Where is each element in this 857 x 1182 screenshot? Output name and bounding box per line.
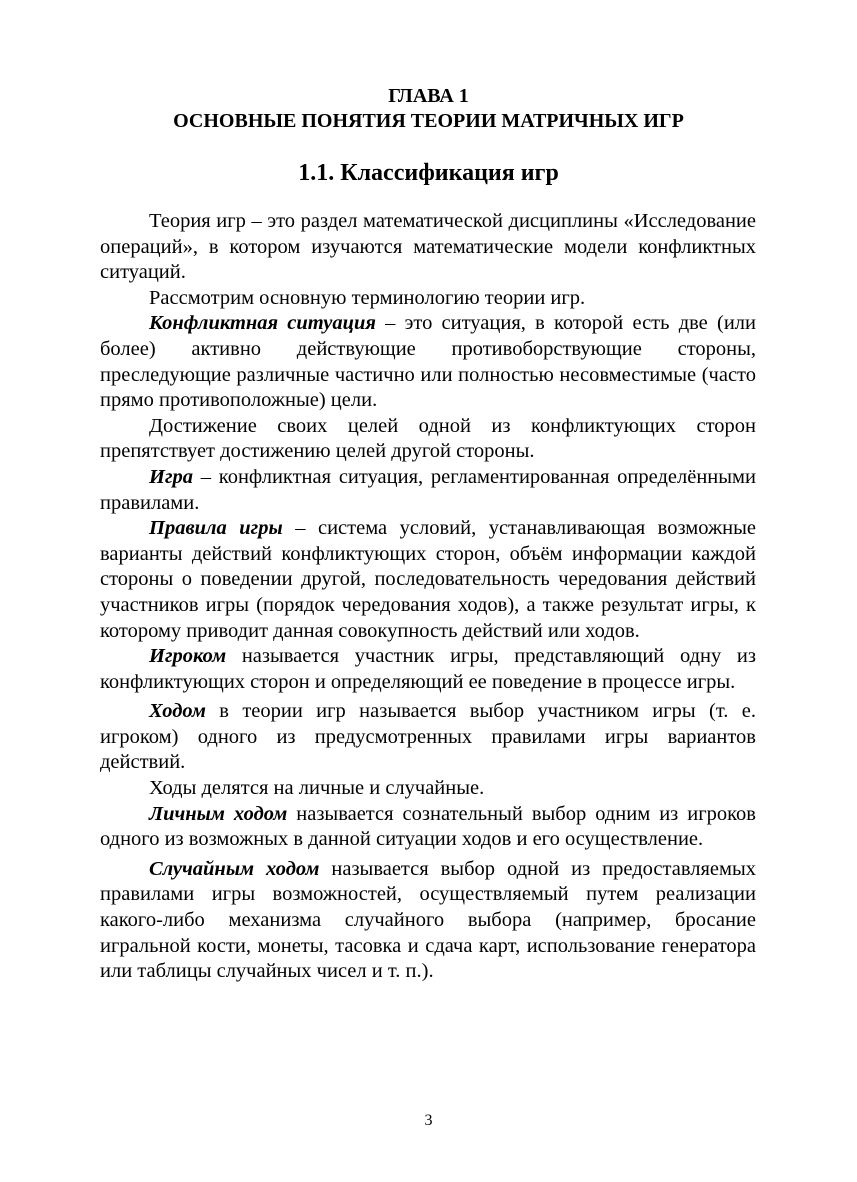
paragraph-text: – конфликтная ситуация, регламентированная определёнными правилами. <box>100 465 756 514</box>
paragraph <box>100 414 756 465</box>
paragraph <box>100 465 756 516</box>
chapter-number: ГЛАВА 1 <box>388 85 469 107</box>
paragraph <box>100 699 756 776</box>
paragraph <box>100 516 756 644</box>
paragraph <box>100 857 756 985</box>
paragraph-text: – это ситуация, в которой есть две (или более) активно действующие противоборствующие стороны, преследующие различные частично или полностью несовместимые (часто прямо противоположные) цели. <box>100 312 756 412</box>
section-title: 1.1. Классификация игр <box>298 160 559 186</box>
term: Случайным ходом <box>149 857 320 880</box>
paragraph <box>100 286 756 312</box>
paragraph <box>100 802 756 853</box>
paragraph <box>100 209 756 286</box>
paragraph-text: называется сознательный выбор одним из игроков одного из возможных в данной ситуации ходов и его осуществление. <box>100 802 756 851</box>
paragraph-text: Достижение своих целей одной из конфликтующих сторон препятствует достижению целей другой стороны. <box>100 414 756 463</box>
term: Ходом <box>149 700 206 723</box>
chapter-title: ОСНОВНЫЕ ПОНЯТИЯ ТЕОРИИ МАТРИЧНЫХ ИГР <box>173 110 684 132</box>
term: Правила игры <box>149 517 283 540</box>
paragraph-text: Теория игр – это раздел математической дисциплины «Исследование операций», в котором изучаются математические модели конфликтных ситуаций. <box>100 210 756 284</box>
page-number: 3 <box>424 1112 433 1129</box>
paragraph <box>100 644 756 695</box>
paragraph <box>100 776 756 802</box>
paragraph-text: называется выбор одной из предоставляемых правилами игры возможностей, осуществляемый путем реализации какого-либо механизма случайного выбора (например, бросание игральной кости, монеты, тасовка и сдача карт, использование генератора или таблицы случайных чисел и т. п.). <box>100 857 756 983</box>
paragraph-text: Рассмотрим основную терминологию теории игр. <box>149 286 586 309</box>
paragraph <box>100 311 756 413</box>
paragraph-text: Ходы делятся на личные и случайные. <box>149 777 485 800</box>
body-text <box>100 209 756 985</box>
paragraph-text: – система условий, устанавливающая возможные варианты действий конфликтующих сторон, объём информации каждой стороны о поведении другой, последовательность чередования действий участников игры (порядок чередования ходов), а также результат игры, к которому приводит данная совокупность действий или ходов. <box>100 517 756 642</box>
term: Игра <box>149 465 194 488</box>
paragraph-text: в теории игр называется выбор участником игры (т. е. игроком) одного из предусмотренных правилами игры вариантов действий. <box>100 700 756 774</box>
term: Конфликтная ситуация <box>149 312 376 335</box>
term: Личным ходом <box>149 802 288 825</box>
paragraph-text: называется участник игры, представляющий одну из конфликтующих сторон и определяющий ее поведение в процессе игры. <box>100 645 756 693</box>
term: Игроком <box>149 645 227 668</box>
